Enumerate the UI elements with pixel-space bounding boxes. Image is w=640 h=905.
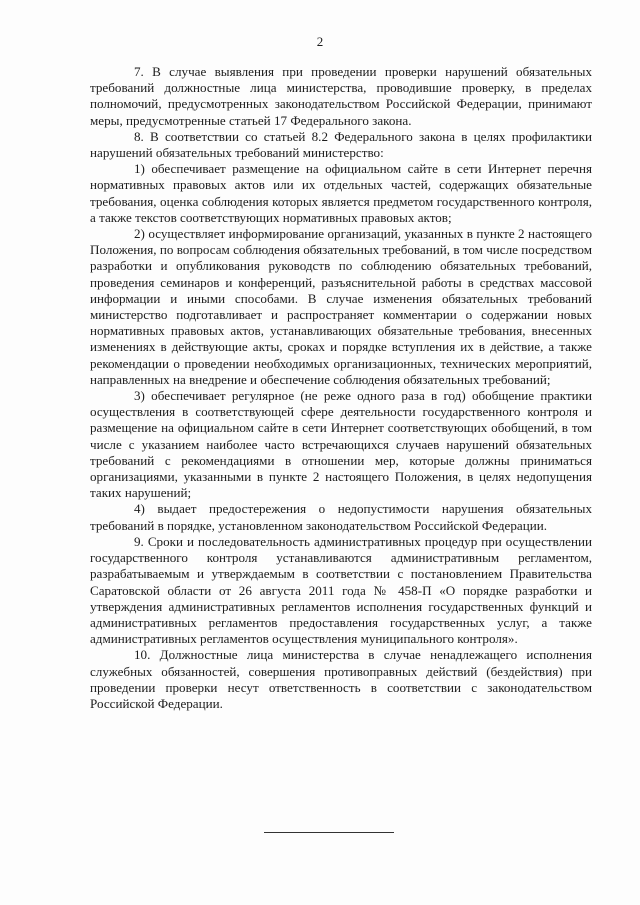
paragraph-10: 10. Должностные лица министерства в случае ненадлежащего исполнения служебных обязанностей, совершения противоправных действий (бездействия) при проведении проверки несут ответственность в соответствии с законодательством Российской Федерации. bbox=[90, 647, 592, 711]
paragraph-8-item-2: 2) осуществляет информирование организаций, указанных в пункте 2 настоящего Положения, по вопросам соблюдения обязательных требований, в том числе посредством разработки и опубликования руководств по соблюдению обязательных требований, проведения семинаров и конференций, разъяснительной работы в средствах массовой информации и иными способами. В случае изменения обязательных требований министерство подготавливает и распространяет комментарии о содержании новых нормативных правовых актов, устанавливающих обязательные требования, внесенных изменениях в действующие акты, сроках и порядке вступления их в действие, а также рекомендации о проведении необходимых организационных, технических мероприятий, направленных на внедрение и обеспечение соблюдения обязательных требований; bbox=[90, 226, 592, 387]
page-number: 2 bbox=[316, 34, 324, 49]
paragraph-7: 7. В случае выявления при проведении проверки нарушений обязательных требований должностные лица министерства, проводившие проверку, в пределах полномочий, предусмотренных законодательством Российской Федерации, принимают меры, предусмотренные статьей 17 Федерального закона. bbox=[90, 64, 592, 128]
document-body bbox=[90, 64, 592, 712]
paragraph-8-item-4: 4) выдает предостережения о недопустимости нарушения обязательных требований в порядке, установленном законодательством Российской Федерации. bbox=[90, 501, 592, 533]
paragraph-9: 9. Сроки и последовательность административных процедур при осуществлении государственного контроля устанавливаются административным регламентом, разрабатываемым и утверждаемым в соответствии с постановлением Правительства Саратовской области от 26 августа 2011 года № 458-П «О порядке разработки и утверждения административных регламентов исполнения государственных функций и административных регламентов предоставления государственных услуг, а также административных регламентов осуществления муниципального контроля». bbox=[90, 533, 592, 647]
paragraph-8: 8. В соответствии со статьей 8.2 Федерального закона в целях профилактики нарушений обязательных требований министерство: bbox=[90, 128, 592, 161]
closing-separator-line bbox=[264, 832, 394, 833]
paragraph-8-item-3: 3) обеспечивает регулярное (не реже одного раза в год) обобщение практики осуществления в соответствующей сфере деятельности государственного контроля и размещение на официальном сайте в сети Интернет соответствующих обобщений, в том числе с указанием наиболее часто встречающихся случаев нарушений обязательных требований с рекомендациями в отношении мер, которые должны приниматься организациями, указанными в пункте 2 настоящего Положения, в целях недопущения таких нарушений; bbox=[90, 388, 592, 501]
paragraph-8-item-1: 1) обеспечивает размещение на официальном сайте в сети Интернет перечня нормативных правовых актов или их отдельных частей, содержащих обязательные требования, оценка соблюдения которых является предметом государственного контроля, а также текстов соответствующих нормативных правовых актов; bbox=[90, 161, 592, 225]
